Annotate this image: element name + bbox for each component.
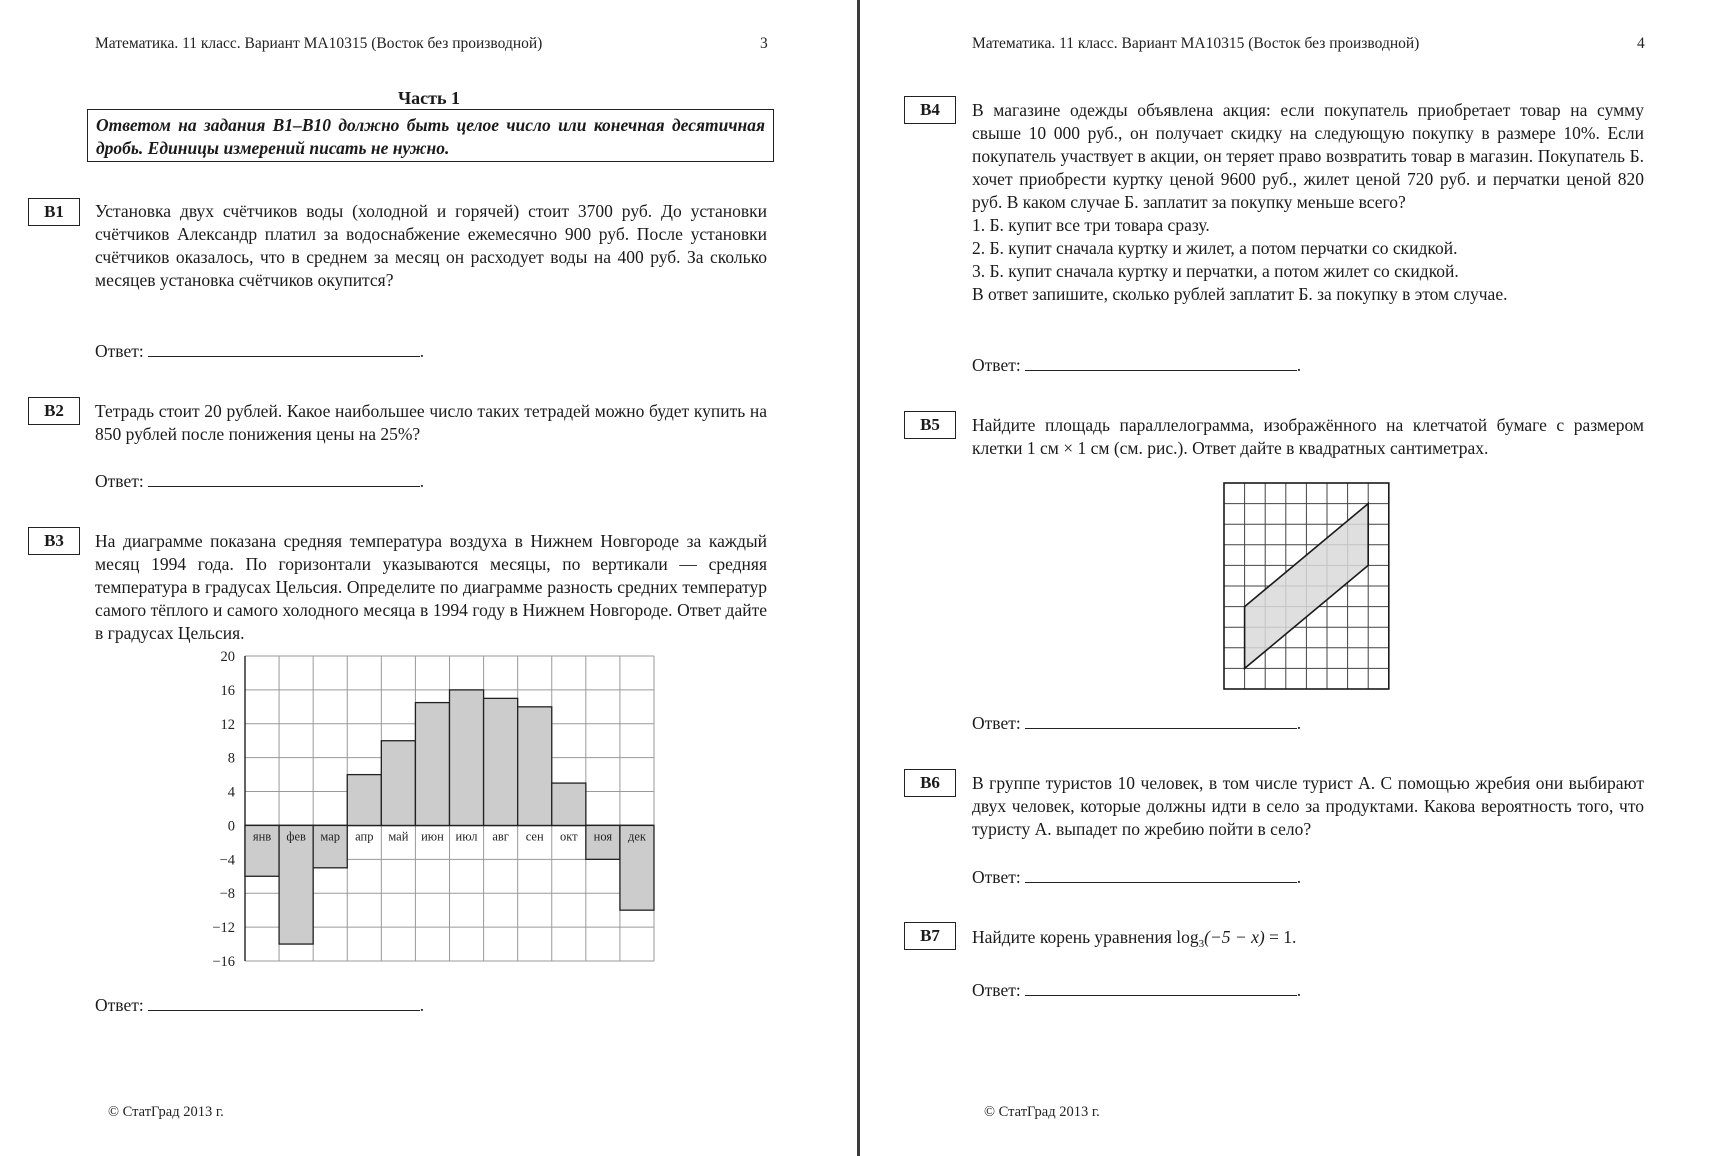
equation bbox=[1176, 927, 1293, 950]
y-tick-label: −12 bbox=[212, 920, 235, 937]
y-tick-label: 20 bbox=[220, 649, 235, 665]
answer-label: Ответ: bbox=[95, 471, 144, 491]
log-symbol: log bbox=[1176, 927, 1199, 947]
answer-line[interactable] bbox=[148, 472, 420, 487]
x-label-сен: сен bbox=[525, 829, 544, 844]
question-label-b3: B3 bbox=[28, 527, 80, 555]
x-label-окт: окт bbox=[559, 829, 578, 844]
y-tick-label: −16 bbox=[212, 954, 235, 970]
instruction-box: Ответом на задания В1–В10 должно быть целое число или конечная десятичная дробь. Единицы измерений писать не нужно. bbox=[87, 109, 774, 162]
footer-copyright: © СтатГрад 2013 г. bbox=[984, 1104, 1100, 1120]
option-1: 1. Б. купит все три товара сразу. bbox=[972, 215, 1210, 235]
bar-май bbox=[381, 741, 415, 826]
x-label-апр: апр bbox=[355, 829, 374, 844]
answer-suffix: . bbox=[419, 471, 425, 491]
question-text-b6: В группе туристов 10 человек, в том числе турист А. С помощью жребия они выбирают двух человек, которые должны идти в село за продуктами. Какова вероятность того, что туристу А. выпадет по жребию пойти в село? bbox=[972, 773, 1644, 839]
answer-label: Ответ: bbox=[972, 980, 1021, 1000]
x-label-ноя: ноя bbox=[593, 829, 613, 844]
question-text-b7 bbox=[972, 926, 1644, 956]
y-tick-label: −8 bbox=[219, 886, 235, 903]
question-label-b1: B1 bbox=[28, 198, 80, 226]
question-label-b5: B5 bbox=[904, 411, 956, 439]
x-label-май: май bbox=[388, 829, 409, 844]
answer-line[interactable] bbox=[1025, 356, 1297, 371]
answer-suffix: . bbox=[1296, 867, 1302, 887]
answer-suffix: . bbox=[419, 341, 425, 361]
x-label-янв: янв bbox=[252, 829, 272, 844]
footer-copyright: © СтатГрад 2013 г. bbox=[108, 1104, 224, 1120]
bar-июн bbox=[415, 703, 449, 826]
y-tick-label: 12 bbox=[220, 716, 235, 733]
answer-label: Ответ: bbox=[972, 867, 1021, 887]
question-text-b5: Найдите площадь параллелограмма, изображённого на клетчатой бумаге с размером клетки 1 см × 1 см (см. рис.). Ответ дайте в квадратных сантиметрах. bbox=[972, 415, 1644, 458]
answer-suffix: . bbox=[419, 995, 425, 1015]
x-label-июн: июн bbox=[421, 829, 444, 844]
answer-line[interactable] bbox=[1025, 714, 1297, 729]
option-2: 2. Б. купит сначала куртку и жилет, а потом перчатки со скидкой. bbox=[972, 238, 1458, 258]
answer-label: Ответ: bbox=[972, 713, 1021, 733]
answer-suffix: . bbox=[1296, 355, 1302, 375]
log-base: 3 bbox=[1198, 938, 1205, 950]
answer-line[interactable] bbox=[1025, 981, 1297, 996]
question-label-b6: B6 bbox=[904, 769, 956, 797]
answer-field-b6[interactable] bbox=[972, 867, 1301, 888]
question-body-b7: Найдите корень уравнения bbox=[972, 927, 1177, 947]
bar-апр bbox=[347, 775, 381, 826]
x-label-фев: фев bbox=[286, 829, 306, 844]
page-number: 4 bbox=[1637, 35, 1645, 52]
answer-field-b2[interactable] bbox=[95, 471, 424, 492]
answer-field-b5[interactable] bbox=[972, 713, 1301, 734]
bar-сен bbox=[518, 707, 552, 826]
question-body-b4: В магазине одежды объявлена акция: если покупатель приобретает товар на сумму свыше 10 000 руб., он получает скидку на следующую покупку в размере 10%. Если покупатель участвует в акции, он теряет право возвратить товар в магазин. Покупатель Б. хочет приобрести куртку ценой 9600 руб., жилет ценой 720 руб. и перчатки ценой 820 руб. В каком случае Б. заплатит за покупку меньше всего? bbox=[972, 100, 1644, 212]
part-title bbox=[0, 88, 858, 109]
question-closing-b4: В ответ запишите, сколько рублей заплатит Б. за покупку в этом случае. bbox=[972, 284, 1508, 304]
y-tick-label: 16 bbox=[220, 682, 235, 699]
answer-line[interactable] bbox=[148, 996, 420, 1011]
answer-field-b3[interactable] bbox=[95, 995, 424, 1016]
question-text-b1: Установка двух счётчиков воды (холодной и горячей) стоит 3700 руб. До установки счётчиков Александр платил за водоснабжение ежемесячно 900 руб. После установки счётчиков оказалось, что в среднем за месяц он расходует воды на 400 руб. За сколько месяцев установка счётчиков окупится? bbox=[95, 201, 767, 290]
bar-июл bbox=[450, 690, 484, 826]
question-label-b7: B7 bbox=[904, 922, 956, 950]
parallelogram-grid-figure bbox=[1220, 480, 1396, 696]
question-text-b3: На диаграмме показана средняя температура воздуха в Нижнем Новгороде за каждый месяц 1994 года. По горизонтали указываются месяцы, по вертикали — средняя температура в градусах Цельсия. Определите по диаграмме разность средних температур самого тёплого и самого холодного месяца в 1994 году в Нижнем Новгороде. Ответ дайте в градусах Цельсия. bbox=[95, 531, 767, 643]
x-label-июл: июл bbox=[455, 829, 478, 844]
x-label-авг: авг bbox=[492, 829, 509, 844]
y-tick-label: 4 bbox=[227, 784, 235, 801]
answer-label: Ответ: bbox=[972, 355, 1021, 375]
y-tick-label: 8 bbox=[227, 750, 235, 767]
answer-line[interactable] bbox=[148, 342, 420, 357]
answer-label: Ответ: bbox=[95, 341, 144, 361]
question-text-b4 bbox=[972, 99, 1644, 306]
question-text-b2: Тетрадь стоит 20 рублей. Какое наибольшее число таких тетрадей можно будет купить на 850 рублей после понижения цены на 25%? bbox=[95, 401, 767, 444]
question-label-b2: B2 bbox=[28, 397, 80, 425]
answer-suffix: . bbox=[1296, 980, 1302, 1000]
sentence-end: . bbox=[1292, 927, 1297, 947]
equation-rhs: = 1 bbox=[1264, 927, 1293, 947]
answer-field-b7[interactable] bbox=[972, 980, 1301, 1001]
part-title-text: Часть 1 bbox=[397, 88, 461, 108]
x-label-дек: дек bbox=[627, 829, 646, 844]
running-head: Математика. 11 класс. Вариант МА10315 (Восток без производной) bbox=[972, 35, 1420, 52]
page-number: 3 bbox=[760, 35, 768, 52]
answer-label: Ответ: bbox=[95, 995, 144, 1015]
running-head: Математика. 11 класс. Вариант МА10315 (Восток без производной) bbox=[95, 35, 543, 52]
answer-line[interactable] bbox=[1025, 868, 1297, 883]
log-argument: (−5 − x) bbox=[1204, 927, 1265, 947]
chart-y-ticks bbox=[212, 649, 235, 970]
answer-suffix: . bbox=[1296, 713, 1302, 733]
answer-field-b4[interactable] bbox=[972, 355, 1301, 376]
temperature-bar-chart bbox=[190, 645, 670, 975]
bar-авг bbox=[484, 698, 518, 825]
y-tick-label: 0 bbox=[227, 818, 235, 835]
page-left bbox=[0, 0, 858, 1156]
x-label-мар: мар bbox=[320, 829, 341, 844]
option-3: 3. Б. купит сначала куртку и перчатки, а потом жилет со скидкой. bbox=[972, 261, 1459, 281]
answer-field-b1[interactable] bbox=[95, 341, 424, 362]
question-label-b4: B4 bbox=[904, 96, 956, 124]
bar-окт bbox=[552, 783, 586, 825]
y-tick-label: −4 bbox=[219, 852, 235, 869]
